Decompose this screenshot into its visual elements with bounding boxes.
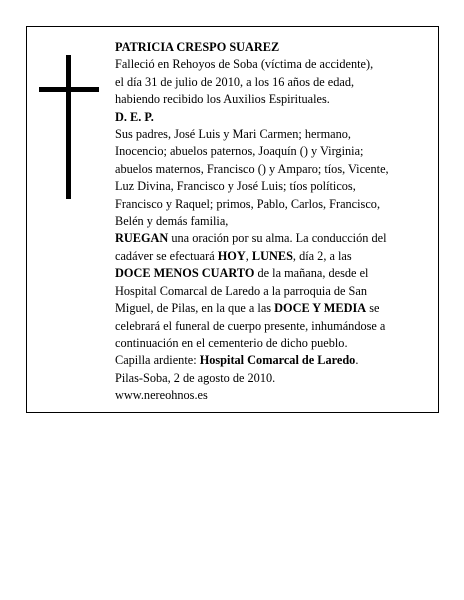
ruegan-line	[115, 265, 433, 282]
family-line: Belén y demás familia,	[115, 214, 229, 229]
ruegan-day: HOY	[217, 248, 246, 263]
family-line: Sus padres, José Luis y Mari Carmen; hermano,	[115, 127, 351, 142]
ruegan-text: de la mañana, desde el	[254, 266, 369, 281]
obituary-notice	[26, 26, 439, 413]
deceased-name: PATRICIA CRESPO SUAREZ	[115, 40, 280, 54]
family-line: Luz Divina, Francisco y José Luis; tíos políticos,	[115, 179, 356, 194]
ruegan-line	[115, 248, 433, 265]
ruegan-text: Miguel, de Pilas, en la que a las	[115, 301, 275, 316]
website-link[interactable]: www.nereohnos.es	[115, 388, 208, 403]
ruegan-line	[115, 230, 433, 247]
date-line: Pilas-Soba, 2 de agosto de 2010.	[115, 370, 276, 385]
ruegan-time: DOCE MENOS CUARTO	[115, 266, 255, 281]
ruegan-line	[115, 300, 433, 317]
dep-label: D. E. P.	[115, 109, 154, 124]
chapel-line	[115, 352, 433, 369]
funeral-time: DOCE Y MEDIA	[274, 301, 367, 316]
death-line: Falleció en Rehoyos de Soba (víctima de accidente),	[115, 57, 374, 72]
ruegan-line: celebrará el funeral de cuerpo presente, inhumándose a	[115, 318, 386, 333]
ruegan-text: cadáver se efectuará	[115, 248, 218, 263]
ruegan-text: ,	[245, 248, 252, 263]
death-line: el día 31 de julio de 2010, a los 16 años de edad,	[115, 74, 355, 89]
ruegan-line: Hospital Comarcal de Laredo a la parroquia de San	[115, 283, 367, 298]
family-line: Inocencio; abuelos paternos, Joaquín () y Virginia;	[115, 144, 364, 159]
cross-icon	[39, 55, 99, 199]
ruegan-line: continuación en el cementerio de dicho pueblo.	[115, 335, 348, 350]
ruegan-keyword: RUEGAN	[115, 231, 169, 246]
cross-vertical-bar	[66, 55, 71, 199]
death-line: habiendo recibido los Auxilios Espirituales.	[115, 92, 330, 107]
family-line: abuelos maternos, Francisco () y Amparo; tíos, Vicente,	[115, 161, 389, 176]
ruegan-text: , día 2, a las	[292, 248, 352, 263]
ruegan-weekday: LUNES	[251, 248, 293, 263]
family-line: Francisco y Raquel; primos, Pablo, Carlos, Francisco,	[115, 196, 381, 211]
notice-text	[115, 39, 433, 405]
chapel-label: Capilla ardiente:	[115, 353, 200, 368]
cross-horizontal-bar	[39, 87, 99, 92]
ruegan-text: se	[366, 301, 380, 316]
chapel-end: .	[355, 353, 359, 368]
ruegan-text: una oración por su alma. La conducción del	[168, 231, 387, 246]
chapel-place: Hospital Comarcal de Laredo	[199, 353, 356, 368]
